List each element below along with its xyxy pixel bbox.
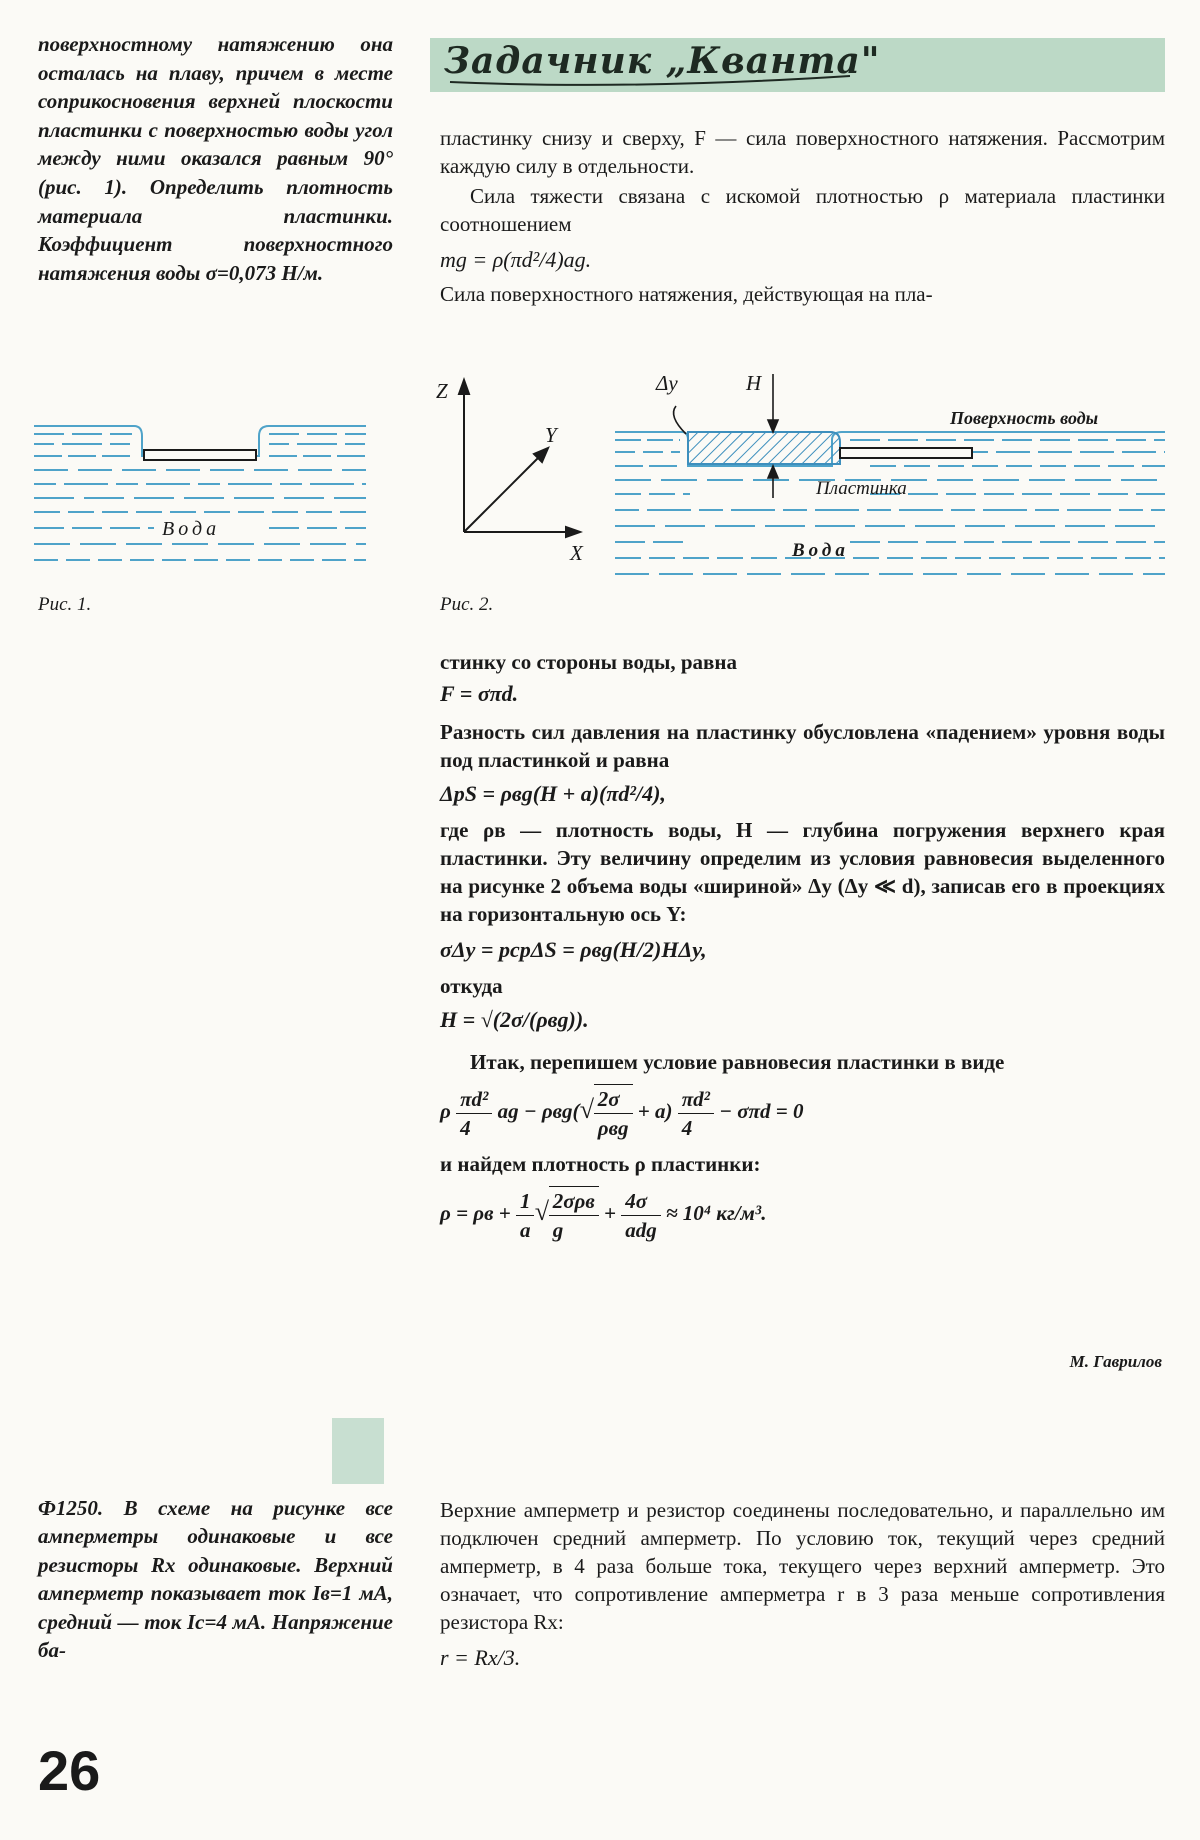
- formula-f: F = σπd.: [440, 681, 519, 706]
- fig2-h-label: H: [746, 371, 762, 395]
- paragraph-pressure-diff: Разность сил давления на пластинку обусловлена «падением» уровня воды под пластинкой и равна: [440, 720, 1165, 772]
- fig2-hatched-volume: [688, 432, 840, 464]
- problem-continuation-text: поверхностному натяжению она осталась на плаву, причем в месте соприкосновения верхней плоскости пластинки с поверхностью воды угол между ними оказался равным 90° (рис. 1). Определить плотность материала пластинки. Коэффициент поверхностного натяжения воды σ=0,073 Н/м.: [38, 32, 393, 285]
- formula-r: r = Rx/3.: [440, 1645, 521, 1670]
- paragraph-ammeters: Верхние амперметр и резистор соединены последовательно, и параллельно им подключен средний амперметр. По условию ток, текущий через средний амперметр, в 4 раза больше тока, текущего через верхний амперметр. Это означает, что сопротивление амперметра r в 3 раза меньше сопротивления резистора Rx:: [440, 1498, 1165, 1634]
- eq-frac-3: [678, 1085, 714, 1142]
- dens-frac-1-num: 1: [516, 1187, 535, 1216]
- dens-end: ≈ 10⁴ кг/м³.: [665, 1200, 767, 1225]
- dens-frac-1-den: a: [519, 1217, 531, 1242]
- eq-frac-2: [594, 1084, 633, 1142]
- dens-frac-3-num: 4σ: [621, 1187, 661, 1216]
- dens-frac-3-den: adg: [625, 1217, 657, 1242]
- right-top-block: [440, 124, 1165, 308]
- eq-frac-1: [456, 1085, 492, 1142]
- dens-frac-2: [549, 1186, 599, 1244]
- eq-frac-2-num: 2σ: [594, 1085, 633, 1114]
- fig1-plate: [144, 450, 256, 460]
- paragraph-side-water: стинку со стороны воды, равна: [440, 650, 737, 674]
- bottom-right-block: [440, 1496, 1165, 1672]
- fig2-plate-label: Пластинка: [816, 478, 907, 499]
- fig2-delta-y-label: Δy: [656, 371, 678, 395]
- eq-mid-2: + a): [637, 1098, 673, 1123]
- paragraph-gravity: Сила тяжести связана с искомой плотностью ρ материала пластинки соотношением: [440, 184, 1165, 236]
- paragraph-find-density: и найдем плотность ρ пластинки:: [440, 1152, 761, 1176]
- paragraph-rewrite: Итак, перепишем условие равновесия пластинки в виде: [470, 1050, 1005, 1074]
- section-marker-square: [332, 1418, 384, 1484]
- fig1-caption: Рис. 1.: [38, 594, 92, 615]
- eq-sqrt-sign: √: [579, 1094, 594, 1124]
- page-number: 26: [38, 1739, 101, 1802]
- formula-equilibrium: [440, 1084, 1165, 1142]
- formula-sigma-delta-y: σΔy = pсрΔS = ρвg(H/2)HΔy,: [440, 937, 707, 962]
- dens-plus: +: [604, 1200, 616, 1225]
- paragraph-depth-h: где ρв — плотность воды, H — глубина погружения верхнего края пластинки. Эту величину определим из условия равновесия выделенного на рисунке 2 объема воды «шириной» Δy (Δy ≪ d), записав его в проекциях на горизонтальную ось Y:: [440, 818, 1165, 926]
- fig2-axis-x: X: [570, 541, 583, 565]
- figure-1: [34, 418, 374, 584]
- eq-mid-1: ag − ρвg(: [497, 1098, 580, 1123]
- eq-frac-2-den: ρвg: [597, 1116, 629, 1140]
- dens-start: ρ = ρв +: [440, 1200, 511, 1225]
- eq-rho: ρ: [440, 1098, 451, 1123]
- paragraph-forces: пластинку снизу и сверху, F — сила поверхностного натяжения. Рассмотрим каждую силу в отдельности.: [440, 126, 1165, 178]
- dens-sqrt-sign: √: [534, 1196, 549, 1226]
- eq-frac-1-num: πd²: [456, 1085, 492, 1114]
- formula-mg: mg = ρ(πd²/4)ag.: [440, 247, 592, 272]
- right-middle-block: [440, 648, 1165, 1252]
- fig2-axes: [459, 380, 580, 537]
- formula-density: [440, 1186, 1165, 1244]
- header-banner: [430, 38, 1165, 92]
- dens-frac-3: [621, 1187, 661, 1244]
- eq-frac-3-den: 4: [681, 1115, 693, 1140]
- paragraph-whence: откуда: [440, 974, 503, 998]
- fig2-plate: [840, 448, 972, 458]
- dens-frac-1: [516, 1187, 535, 1244]
- eq-frac-3-num: πd²: [678, 1085, 714, 1114]
- dens-frac-2-den: g: [552, 1218, 564, 1242]
- formula-h: H = √(2σ/(ρвg)).: [440, 1007, 589, 1032]
- fig2-axis-y: Y: [545, 423, 557, 447]
- fig1-water-label: Вода: [162, 518, 221, 540]
- fig2-caption: Рис. 2.: [440, 594, 494, 615]
- banner-underline-stroke: [430, 38, 1165, 92]
- fig2-surface-label: Поверхность воды: [950, 408, 1099, 428]
- problem-f1250-text: Ф1250. В схеме на рисунке все амперметры одинаковые и все резисторы Rx одинаковые. Верхний амперметр показывает ток Iв=1 мА, средний — ток Iс=4 мА. Напряжение ба-: [38, 1496, 393, 1663]
- fig2-axis-z: Z: [436, 379, 448, 403]
- dens-frac-2-num: 2σρв: [549, 1187, 599, 1216]
- paragraph-surface-tension: Сила поверхностного натяжения, действующая на пла-: [440, 282, 933, 306]
- formula-delta-ps: ΔpS = ρвg(H + a)(πd²/4),: [440, 781, 666, 806]
- eq-frac-1-den: 4: [460, 1115, 471, 1140]
- author-signature: М. Гаврилов: [1069, 1352, 1162, 1371]
- figure-2: [430, 360, 1170, 590]
- header-banner-title: Задачник „Кванта": [444, 40, 881, 82]
- fig2-water-label: Вода: [792, 540, 849, 561]
- eq-end: − σπd = 0: [719, 1098, 804, 1123]
